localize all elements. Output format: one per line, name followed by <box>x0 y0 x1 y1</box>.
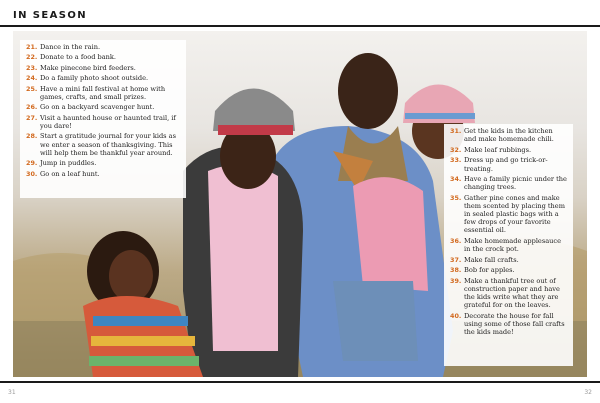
list-item <box>450 237 567 253</box>
item-number: 35. <box>450 193 462 202</box>
item-text: Go on a leaf hunt. <box>40 169 100 178</box>
list-item <box>450 256 567 264</box>
item-number: 21. <box>26 43 38 51</box>
item-number: 34. <box>450 175 462 184</box>
page-header <box>0 0 600 28</box>
list-item <box>26 53 180 61</box>
item-number: 31. <box>450 127 462 135</box>
item-text: Have a family picnic under the changing trees. <box>464 175 567 192</box>
item-text: Donate to a food bank. <box>40 53 117 62</box>
list-item <box>26 74 180 82</box>
item-text: Dance in the rain. <box>40 43 101 51</box>
item-text: Make pinecone bird feeders. <box>40 63 136 72</box>
item-text: Decorate the house for fall using some of those fall crafts the kids made! <box>464 312 565 337</box>
item-number: 24. <box>26 74 38 83</box>
item-text: Have a mini fall festival at home with games, crafts, and small prizes. <box>40 84 166 101</box>
item-text: Make homemade applesauce in the crock pot. <box>464 237 561 254</box>
woman-figure <box>183 89 303 378</box>
list-item <box>26 43 180 51</box>
page-number-right: 32 <box>584 389 592 396</box>
list-item <box>450 127 567 143</box>
item-number: 30. <box>26 169 38 178</box>
list-item <box>450 146 567 154</box>
item-text: Do a family photo shoot outside. <box>40 74 149 83</box>
item-number: 39. <box>450 277 462 285</box>
item-number: 23. <box>26 63 38 72</box>
list-item <box>26 64 180 72</box>
item-number: 38. <box>450 266 462 275</box>
item-text: Make leaf rubbings. <box>464 145 532 154</box>
ideas-list-left <box>20 40 186 198</box>
header-rule <box>0 25 600 27</box>
item-text: Visit a haunted house or haunted trail, if you dare! <box>40 113 176 131</box>
item-text: Jump in puddles. <box>40 159 97 168</box>
item-text: Gather pine cones and make them scented by placing them in sealed plastic bags with a few drops of your favorite essential oil. <box>464 193 565 235</box>
item-number: 26. <box>26 103 38 112</box>
footer-rule <box>0 381 600 383</box>
list-item <box>26 114 180 130</box>
item-number: 22. <box>26 53 38 62</box>
item-number: 36. <box>450 237 462 246</box>
item-number: 28. <box>26 132 38 141</box>
list-item <box>450 277 567 310</box>
item-number: 29. <box>26 159 38 168</box>
list-item <box>26 132 180 156</box>
list-item <box>450 312 567 336</box>
item-number: 37. <box>450 255 462 264</box>
list-item <box>450 194 567 235</box>
item-text: Dress up and go trick-or-treating. <box>464 156 548 173</box>
item-number: 40. <box>450 312 462 321</box>
item-text: Get the kids in the kitchen and make homemade chili. <box>464 127 554 144</box>
item-number: 33. <box>450 156 462 165</box>
item-number: 32. <box>450 145 462 154</box>
item-text: Go on a backyard scavenger hunt. <box>40 103 155 112</box>
list-item <box>26 85 180 101</box>
page-number-left: 31 <box>8 389 16 396</box>
ideas-list-right <box>444 124 573 366</box>
list-item <box>26 159 180 167</box>
section-title: IN SEASON <box>13 10 88 21</box>
item-number: 25. <box>26 84 38 93</box>
item-number: 27. <box>26 113 38 122</box>
list-item <box>26 170 180 178</box>
list-item <box>450 266 567 274</box>
item-text: Start a gratitude journal for your kids as we enter a season of thanksgiving. This will help them be thankful year around. <box>40 132 176 157</box>
item-text: Bob for apples. <box>464 266 515 275</box>
list-item <box>450 156 567 172</box>
list-item <box>450 175 567 191</box>
item-text: Make a thankful tree out of construction paper and have the kids write what they are grateful for on the leaves. <box>464 277 560 310</box>
list-item <box>26 103 180 111</box>
item-text: Make fall crafts. <box>464 255 519 264</box>
